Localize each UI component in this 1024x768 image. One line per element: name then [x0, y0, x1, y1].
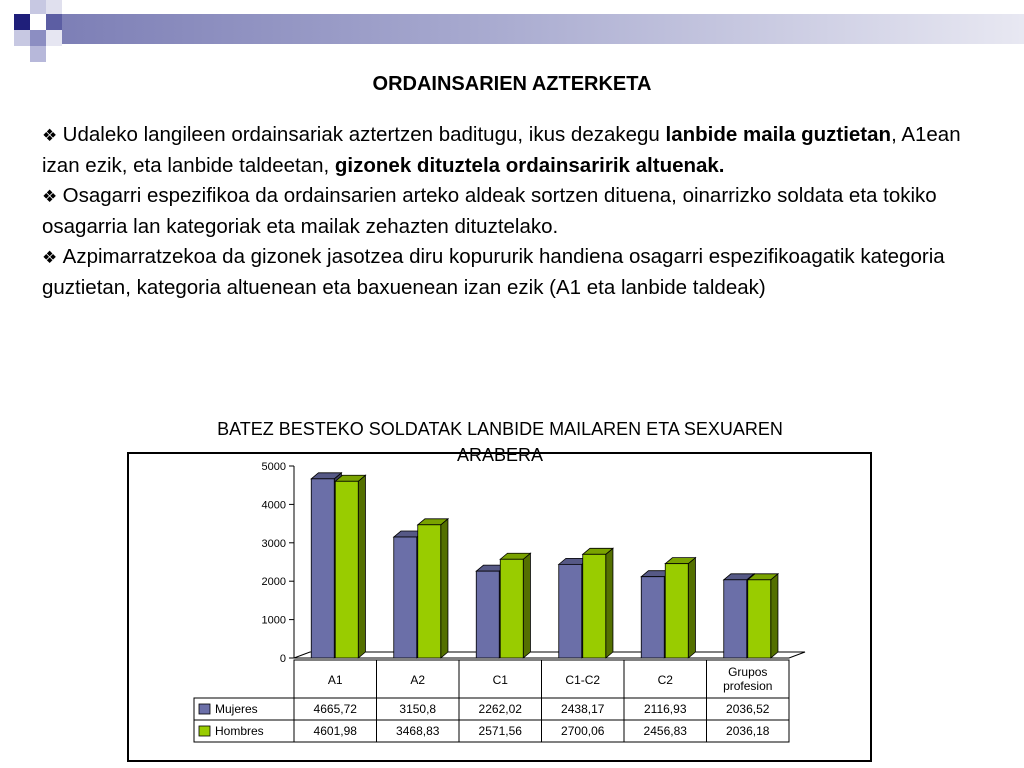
data-label: 2262,02 [478, 702, 522, 716]
bar-side [358, 475, 365, 658]
data-label: 4665,72 [313, 702, 357, 716]
top-gradient-bar [60, 14, 1024, 44]
bar-front [500, 559, 523, 658]
bullet-text: Udaleko langileen ordainsariak aztertzen baditugu, ikus dezakegu [62, 123, 666, 146]
category-label: Grupos [728, 665, 768, 679]
data-label: 2036,18 [726, 724, 770, 738]
deco-square [14, 14, 30, 30]
bar-chart [129, 454, 870, 760]
y-tick-label: 3000 [261, 537, 286, 550]
bar-hombres-a2 [418, 519, 448, 658]
category-label: profesion [723, 679, 773, 693]
category-label: A1 [327, 673, 343, 687]
bar-front [394, 537, 417, 658]
data-label: 3150,8 [399, 702, 437, 716]
category-label: A2 [410, 673, 426, 687]
data-label: 2456,83 [643, 724, 687, 738]
bar-front [311, 479, 334, 658]
bar-side [606, 548, 613, 658]
bullet-text: Azpimarratzekoa da gizonek jasotzea diru kopururik handiena osagarri espezifikoagatik kategoria guztietan, kategoria altuenean eta baxuenean izan ezik (A1 eta lanbide taldeak) [42, 245, 945, 299]
deco-square [46, 14, 62, 30]
diamond-bullet-icon: ❖ [42, 248, 63, 268]
bar-front [583, 554, 606, 658]
bullet-item [42, 120, 1002, 181]
data-label: 2700,06 [561, 724, 605, 738]
bar-hombres-c1 [500, 553, 530, 658]
y-tick-label: 5000 [261, 461, 286, 473]
bullet-item [42, 242, 1002, 303]
y-tick-label: 4000 [261, 499, 286, 512]
y-tick-label: 0 [279, 653, 286, 665]
bar-hombres-c2 [665, 558, 695, 658]
bar-front [665, 564, 688, 658]
bullet-text: gizonek dituztela ordainsaririk altuenak. [334, 154, 725, 177]
category-label: C1-C2 [565, 673, 601, 687]
deco-square [30, 14, 46, 30]
bar-front [476, 571, 499, 658]
y-tick-label: 1000 [261, 614, 286, 627]
bar-front [641, 577, 664, 658]
legend-swatch-hombres [199, 726, 210, 736]
bar-hombres-a1 [335, 475, 365, 658]
chart-title: BATEZ BESTEKO SOLDATAK LANBIDE MAILAREN ETA SEXUAREN ARABERA [217, 419, 783, 465]
y-tick-label: 2000 [261, 576, 286, 589]
bar-side [441, 519, 448, 658]
bullet-item [42, 181, 1002, 242]
bar-front [748, 580, 771, 658]
data-label: 3468,83 [396, 724, 440, 738]
bar-side [771, 574, 778, 658]
legend-swatch-mujeres [199, 704, 210, 714]
deco-square [30, 46, 46, 62]
bar-front [559, 564, 582, 658]
data-label: 2036,52 [726, 702, 770, 716]
deco-square [14, 30, 30, 46]
category-label: C1 [492, 673, 508, 687]
bar-side [523, 553, 530, 658]
bullet-text: Osagarri espezifikoa da ordainsarien arteko aldeak sortzen dituena, oinarrizko soldata eta tokiko osagarria lan kategoriak eta mailak zehazten dituztelako. [42, 184, 937, 238]
legend-label: Hombres [215, 724, 264, 738]
data-label: 2438,17 [561, 702, 605, 716]
legend-label: Mujeres [215, 702, 258, 716]
data-label: 2571,56 [478, 724, 522, 738]
slide-title: ORDAINSARIEN AZTERKETA [372, 73, 652, 95]
bar-front [335, 481, 358, 658]
bullet-text: lanbide maila guztietan [665, 123, 892, 146]
bar-side [688, 558, 695, 658]
bullet-list [42, 120, 1002, 303]
deco-square [46, 30, 62, 46]
bar-hombres-c1-c2 [583, 548, 613, 658]
data-label: 2116,93 [644, 702, 687, 716]
bar-front [724, 580, 747, 658]
diamond-bullet-icon: ❖ [42, 187, 63, 207]
diamond-bullet-icon: ❖ [42, 126, 63, 146]
deco-square [30, 30, 46, 46]
bullet-text: , A1ean izan ezik, eta lanbide taldeetan, [42, 123, 961, 177]
bar-front [418, 525, 441, 658]
bar-hombres-grupos-profesion [748, 574, 778, 658]
category-label: C2 [657, 673, 673, 687]
chart-frame [127, 452, 872, 762]
data-label: 4601,98 [313, 724, 357, 738]
